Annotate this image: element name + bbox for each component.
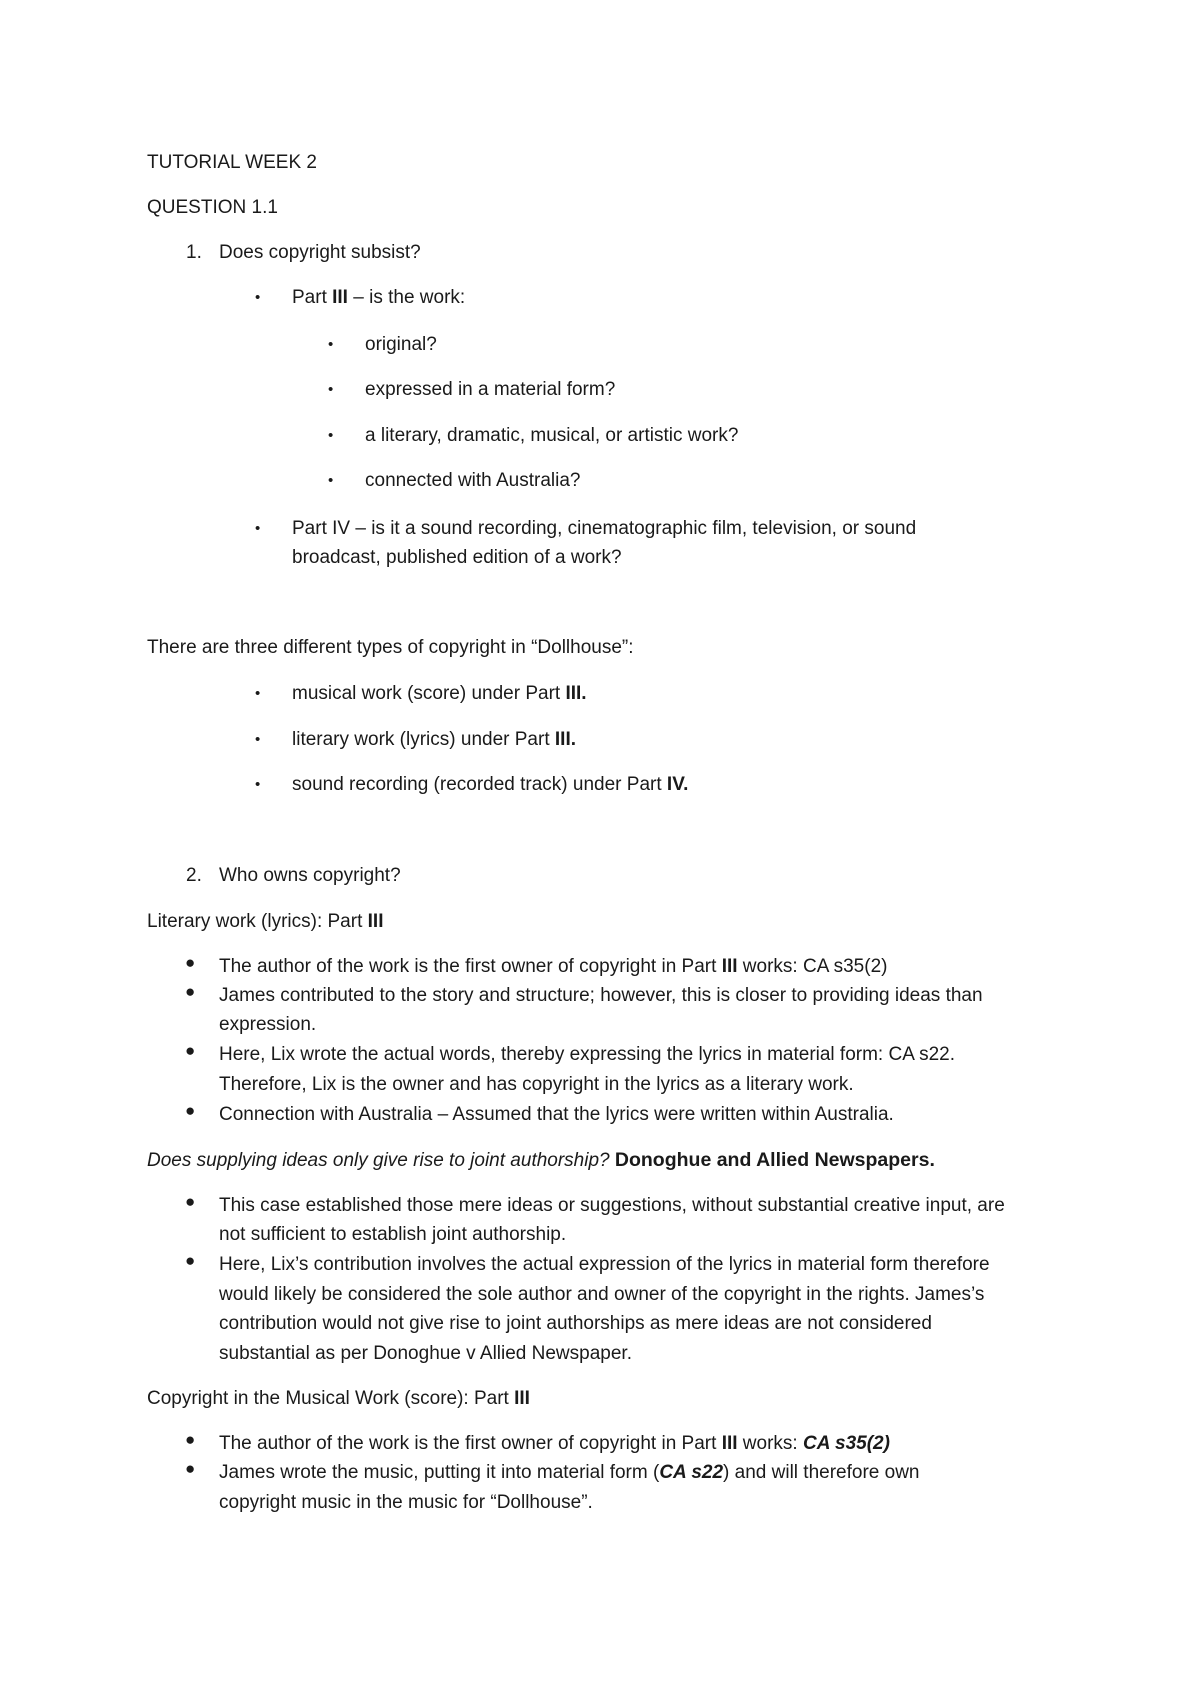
criteria-material-form: expressed in a material form? <box>365 379 616 400</box>
bullet-icon: • <box>255 731 261 748</box>
q1-number: 1. <box>186 242 202 263</box>
ideas-bullet-1-line2: not sufficient to establish joint authorship. <box>219 1224 567 1245</box>
musical-bullet-2-line2: copyright music in the music for “Dollhouse”. <box>219 1492 593 1513</box>
q2-number: 2. <box>186 865 202 886</box>
bullet-icon: ● <box>185 1101 196 1120</box>
part4-item-line1: Part IV – is it a sound recording, cinematographic film, television, or sound <box>292 518 917 539</box>
q1-text: Does copyright subsist? <box>219 242 421 263</box>
ideas-bullet-2-line4: substantial as per Donoghue v Allied Newspaper. <box>219 1343 632 1364</box>
criteria-original: original? <box>365 334 437 355</box>
literary-bullet-3-line2: Therefore, Lix is the owner and has copyright in the lyrics as a literary work. <box>219 1074 854 1095</box>
musical-heading: Copyright in the Musical Work (score): Part III <box>147 1388 530 1409</box>
bullet-icon: • <box>255 776 261 793</box>
literary-bullet-3-line1: Here, Lix wrote the actual words, thereby expressing the lyrics in material form: CA s22. <box>219 1044 956 1065</box>
literary-heading: Literary work (lyrics): Part III <box>147 911 384 932</box>
bullet-icon: • <box>255 520 261 537</box>
types-intro: There are three different types of copyright in “Dollhouse”: <box>147 637 634 658</box>
literary-bullet-2-line1: James contributed to the story and structure; however, this is closer to providing ideas than <box>219 985 983 1006</box>
q2-text: Who owns copyright? <box>219 865 401 886</box>
literary-bullet-2-line2: expression. <box>219 1014 317 1035</box>
literary-bullet-4: Connection with Australia – Assumed that the lyrics were written within Australia. <box>219 1104 894 1125</box>
ideas-bullet-2-line3: contribution would not give rise to joint authorships as mere ideas are not considered <box>219 1313 932 1334</box>
page-title: TUTORIAL WEEK 2 <box>147 152 317 173</box>
type-literary: literary work (lyrics) under Part III. <box>292 729 577 750</box>
bullet-icon: ● <box>185 953 196 972</box>
ideas-bullet-2-line2: would likely be considered the sole author and owner of the copyright in the rights. James’s <box>219 1284 985 1305</box>
type-musical: musical work (score) under Part III. <box>292 683 587 704</box>
musical-bullet-2-line1: James wrote the music, putting it into material form (CA s22) and will therefore own <box>219 1462 920 1483</box>
bullet-icon: • <box>328 381 334 398</box>
bullet-icon: ● <box>185 1041 196 1060</box>
criteria-australia: connected with Australia? <box>365 470 581 491</box>
literary-bullet-1: The author of the work is the first owner of copyright in Part III works: CA s35(2) <box>219 956 888 977</box>
bullet-icon: ● <box>185 1192 196 1211</box>
type-sound-recording: sound recording (recorded track) under Part IV. <box>292 774 689 795</box>
case-name: Donoghue and Allied Newspapers. <box>614 1149 935 1171</box>
criteria-work-type: a literary, dramatic, musical, or artistic work? <box>365 425 739 446</box>
bullet-icon: • <box>328 336 334 353</box>
bullet-icon: • <box>328 427 334 444</box>
musical-bullet-1: The author of the work is the first owner of copyright in Part III works: CA s35(2) <box>219 1433 890 1454</box>
question-heading: QUESTION 1.1 <box>147 197 278 218</box>
bullet-icon: ● <box>185 1251 196 1270</box>
bullet-icon: • <box>255 289 261 306</box>
part4-item-line2: broadcast, published edition of a work? <box>292 547 622 568</box>
bullet-icon: • <box>255 685 261 702</box>
ideas-bullet-2-line1: Here, Lix’s contribution involves the actual expression of the lyrics in material form therefore <box>219 1254 990 1275</box>
ideas-bullet-1-line1: This case established those mere ideas or suggestions, without substantial creative input, are <box>219 1195 1005 1216</box>
bullet-icon: • <box>328 472 334 489</box>
bullet-icon: ● <box>185 982 196 1001</box>
ideas-question: Does supplying ideas only give rise to joint authorship? Donoghue and Allied Newspapers. <box>147 1149 935 1171</box>
part3-item: Part III – is the work: <box>292 287 466 308</box>
bullet-icon: ● <box>185 1430 196 1449</box>
bullet-icon: ● <box>185 1459 196 1478</box>
